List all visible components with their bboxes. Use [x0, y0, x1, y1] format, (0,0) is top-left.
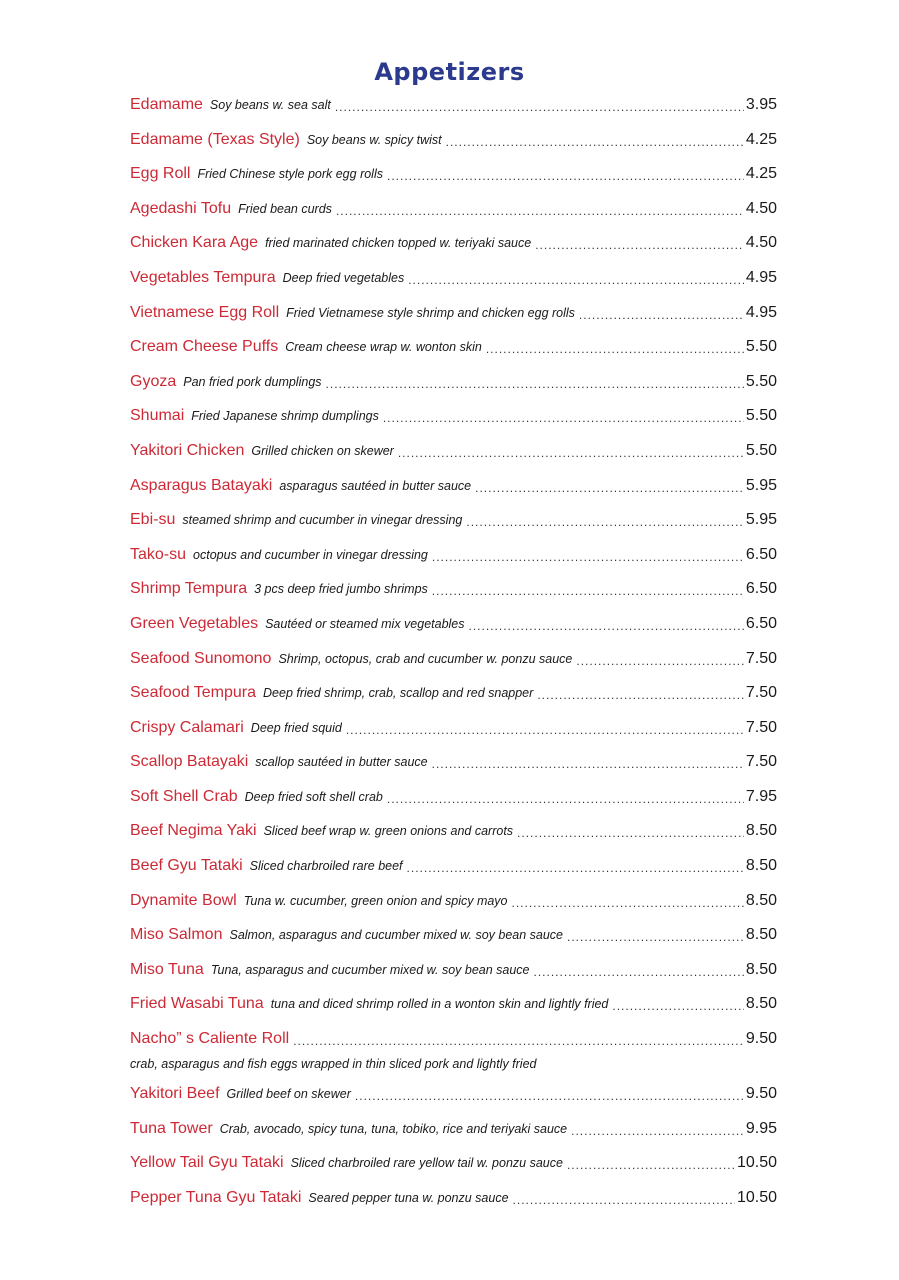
dot-leader	[432, 548, 744, 564]
menu-item-description: Grilled beef on skewer	[226, 1087, 351, 1102]
menu-item-name: Asparagus Batayaki	[130, 476, 273, 494]
menu-item-price: 9.95	[745, 1119, 777, 1137]
menu-item-line	[130, 751, 777, 779]
menu-item	[130, 1083, 777, 1118]
menu-item-price: 7.50	[745, 684, 777, 702]
dot-leader	[537, 686, 744, 702]
menu-item	[130, 232, 777, 267]
menu-item	[130, 648, 777, 683]
menu-item	[130, 682, 777, 717]
dot-leader	[571, 1122, 744, 1138]
menu-item-name: Yakitori Chicken	[130, 441, 245, 459]
menu-item-line	[130, 820, 777, 848]
dot-leader	[408, 271, 744, 287]
menu-item-description: Fried Chinese style pork egg rolls	[197, 167, 383, 182]
menu-item-line	[130, 1083, 777, 1111]
menu-item	[130, 820, 777, 855]
menu-item	[130, 302, 777, 337]
menu-item-description: Fried Vietnamese style shrimp and chicken egg rolls	[286, 305, 575, 320]
menu-item-description: Soy beans w. spicy twist	[306, 132, 442, 147]
menu-item-description: Cream cheese wrap w. wonton skin	[285, 340, 482, 355]
menu-item-line	[130, 198, 777, 226]
dot-leader	[446, 133, 744, 149]
dot-leader	[486, 340, 744, 356]
menu-item	[130, 475, 777, 510]
menu-item-price: 5.50	[745, 338, 777, 356]
menu-item-price: 7.50	[745, 649, 777, 667]
menu-item-name: Crispy Calamari	[130, 718, 244, 736]
menu-item-name: Beef Negima Yaki	[130, 822, 257, 840]
menu-item-line	[130, 1152, 777, 1180]
menu-item-price: 4.50	[745, 199, 777, 217]
dot-leader	[293, 1032, 744, 1048]
menu-item-name: Scallop Batayaki	[130, 753, 249, 771]
menu-item	[130, 544, 777, 579]
menu-item-description: Salmon, asparagus and cucumber mixed w. soy bean sauce	[229, 928, 564, 943]
menu-item-line	[130, 682, 777, 710]
menu-item-description: Tuna w. cucumber, green onion and spicy mayo	[243, 893, 508, 908]
menu-item	[130, 163, 777, 198]
menu-item	[130, 129, 777, 164]
dot-leader	[336, 202, 744, 218]
menu-item	[130, 1028, 777, 1083]
menu-item-description: Deep fried squid	[250, 720, 342, 735]
page-title: Appetizers	[374, 58, 525, 86]
menu-item	[130, 924, 777, 959]
menu-item	[130, 1187, 777, 1222]
menu-item-name: Edamame (Texas Style)	[130, 130, 300, 148]
menu-item-line	[130, 129, 777, 157]
menu-item	[130, 440, 777, 475]
menu-item-line	[130, 959, 777, 987]
dot-leader	[567, 928, 744, 944]
menu-item-line	[130, 267, 777, 295]
menu-item	[130, 1152, 777, 1187]
menu-item-line	[130, 94, 777, 122]
dot-leader	[517, 824, 744, 840]
menu-item-price: 8.50	[745, 822, 777, 840]
menu-item-name: Vietnamese Egg Roll	[130, 303, 280, 321]
menu-item-price: 5.95	[745, 476, 777, 494]
dot-leader	[398, 444, 744, 460]
menu-item-name: Ebi-su	[130, 511, 176, 529]
menu-item-line	[130, 336, 777, 364]
menu-item-line	[130, 475, 777, 503]
menu-item-name: Vegetables Tempura	[130, 268, 276, 286]
dot-leader	[335, 98, 744, 114]
menu-item	[130, 405, 777, 440]
menu-item-price: 8.50	[745, 857, 777, 875]
menu-item-name: Egg Roll	[130, 165, 191, 183]
menu-item-line	[130, 1028, 777, 1056]
menu-item	[130, 717, 777, 752]
menu-item-line	[130, 163, 777, 191]
dot-leader	[567, 1156, 735, 1172]
menu-item-name: Tako-su	[130, 545, 187, 563]
menu-item-price: 7.95	[745, 787, 777, 805]
menu-item-line	[130, 544, 777, 572]
menu-item-name: Miso Salmon	[130, 926, 223, 944]
menu-item-price: 6.50	[745, 580, 777, 598]
menu-item-price: 8.50	[745, 891, 777, 909]
menu-item-name: Nacho” s Caliente Roll	[130, 1030, 290, 1048]
menu-item-name: Chicken Kara Age	[130, 234, 259, 252]
menu-item-subdescription: crab, asparagus and fish eggs wrapped in thin sliced pork and lightly fried	[130, 1057, 537, 1072]
menu-item-description: Soy beans w. sea salt	[209, 98, 331, 112]
menu-item	[130, 578, 777, 613]
menu-item-description: Shrimp, octopus, crab and cucumber w. ponzu sauce	[278, 651, 573, 666]
menu-item-price: 7.50	[745, 718, 777, 736]
menu-item-price: 5.50	[745, 372, 777, 390]
menu-item-line	[130, 302, 777, 330]
menu-item-name: Dynamite Bowl	[130, 891, 237, 909]
menu-item-line	[130, 855, 777, 883]
menu-item	[130, 993, 777, 1028]
menu-item-description: tuna and diced shrimp rolled in a wonton skin and lightly fried	[270, 997, 609, 1012]
menu-item	[130, 959, 777, 994]
menu-item-price: 10.50	[736, 1154, 777, 1172]
dot-leader	[326, 375, 744, 391]
menu-item	[130, 336, 777, 371]
menu-item-name: Seafood Tempura	[130, 684, 257, 702]
menu-item	[130, 855, 777, 890]
menu-item-line	[130, 578, 777, 606]
menu-item	[130, 371, 777, 406]
menu-item-price: 4.95	[745, 268, 777, 286]
menu-item-description: Sautéed or steamed mix vegetables	[265, 616, 465, 631]
dot-leader	[383, 409, 744, 425]
menu-item-name: Beef Gyu Tataki	[130, 857, 243, 875]
dot-leader	[576, 652, 743, 668]
menu-item	[130, 786, 777, 821]
menu-item-price: 9.50	[745, 1085, 777, 1103]
dot-leader	[475, 479, 744, 495]
menu-item-line	[130, 232, 777, 260]
menu-item-description: Sliced beef wrap w. green onions and carrots	[263, 824, 514, 839]
menu-item-description: Fried bean curds	[238, 201, 332, 216]
menu-item-line	[130, 509, 777, 537]
menu-item-description: scallop sautéed in butter sauce	[255, 755, 428, 770]
menu-item-price: 5.50	[745, 441, 777, 459]
menu-item-price: 6.50	[745, 614, 777, 632]
dot-leader	[579, 306, 744, 322]
menu-item	[130, 198, 777, 233]
menu-item-price: 7.50	[745, 753, 777, 771]
menu-item-description: Deep fried vegetables	[282, 270, 405, 285]
dot-leader	[466, 513, 744, 529]
menu-item-description: Grilled chicken on skewer	[251, 443, 394, 458]
menu-item-name: Shumai	[130, 407, 185, 425]
menu-item-price: 4.95	[745, 303, 777, 321]
menu-item-description: Crab, avocado, spicy tuna, tuna, tobiko, rice and teriyaki sauce	[219, 1121, 568, 1136]
menu-item-name: Green Vegetables	[130, 614, 259, 632]
menu-item	[130, 267, 777, 302]
menu-item-name: Edamame	[130, 96, 203, 113]
menu-item	[130, 751, 777, 786]
menu-item-description: Tuna, asparagus and cucumber mixed w. soy bean sauce	[210, 962, 530, 977]
menu-item-description: fried marinated chicken topped w. teriyaki sauce	[265, 236, 532, 251]
menu-item-price: 6.50	[745, 545, 777, 563]
menu-item-description: asparagus sautéed in butter sauce	[279, 478, 472, 493]
menu-item-line	[130, 648, 777, 676]
menu-item-line	[130, 440, 777, 468]
menu-item-name: Shrimp Tempura	[130, 580, 248, 598]
menu-item-name: Cream Cheese Puffs	[130, 338, 279, 356]
menu-item-description: Sliced charbroiled rare yellow tail w. ponzu sauce	[290, 1156, 563, 1171]
dot-leader	[387, 167, 744, 183]
menu-item-description: Deep fried soft shell crab	[244, 789, 383, 804]
menu-item-description: 3 pcs deep fried jumbo shrimps	[254, 582, 428, 597]
menu-item-line	[130, 613, 777, 641]
menu-item-name: Gyoza	[130, 372, 177, 390]
menu-item-description: Fried Japanese shrimp dumplings	[191, 409, 379, 424]
menu-item-description: Pan fried pork dumplings	[183, 374, 322, 389]
menu-item-description: octopus and cucumber in vinegar dressing	[193, 547, 428, 562]
menu-item-line	[130, 717, 777, 745]
menu-item-name: Tuna Tower	[130, 1119, 213, 1137]
menu-item-price: 4.50	[745, 234, 777, 252]
dot-leader	[432, 582, 744, 598]
dot-leader	[469, 617, 744, 633]
dot-leader	[513, 1191, 735, 1207]
menu-item-name: Yellow Tail Gyu Tataki	[130, 1154, 284, 1172]
menu-item	[130, 94, 777, 129]
menu-item-name: Yakitori Beef	[130, 1085, 220, 1103]
dot-leader	[512, 894, 744, 910]
menu-item-name: Soft Shell Crab	[130, 787, 238, 805]
menu-item-price: 4.25	[745, 130, 777, 148]
menu-item	[130, 613, 777, 648]
menu-item-price: 3.95	[745, 96, 777, 113]
menu-item-line	[130, 786, 777, 814]
menu-item-line	[130, 405, 777, 433]
menu-item-line	[130, 993, 777, 1021]
dot-leader	[387, 790, 744, 806]
menu-item-line	[130, 924, 777, 952]
dot-leader	[355, 1087, 744, 1103]
menu-item-description: Seared pepper tuna w. ponzu sauce	[308, 1190, 509, 1205]
menu-item-description: Deep fried shrimp, crab, scallop and red snapper	[263, 686, 534, 701]
menu-item-line	[130, 1118, 777, 1146]
dot-leader	[535, 236, 744, 252]
menu-item-name: Seafood Sunomono	[130, 649, 272, 667]
menu-item-price: 8.50	[745, 926, 777, 944]
menu-item-price: 4.25	[745, 165, 777, 183]
menu-item	[130, 509, 777, 544]
dot-leader	[407, 859, 744, 875]
menu-item-name: Agedashi Tofu	[130, 199, 232, 217]
menu-item-description: steamed shrimp and cucumber in vinegar dressing	[182, 513, 463, 528]
dot-leader	[534, 963, 744, 979]
menu-item-line	[130, 371, 777, 399]
menu-item-price: 5.50	[745, 407, 777, 425]
dot-leader	[612, 997, 743, 1013]
menu-item	[130, 1118, 777, 1153]
menu-item-price: 8.50	[745, 960, 777, 978]
menu-item-price: 9.50	[745, 1030, 777, 1048]
dot-leader	[346, 721, 744, 737]
menu-item-description: Sliced charbroiled rare beef	[249, 859, 403, 874]
menu-item-price: 8.50	[745, 995, 777, 1013]
menu-item-price: 5.95	[745, 511, 777, 529]
menu-item-name: Miso Tuna	[130, 960, 204, 978]
menu-item-price: 10.50	[736, 1188, 777, 1206]
appetizer-list	[130, 94, 777, 1221]
menu-item-name: Pepper Tuna Gyu Tataki	[130, 1188, 302, 1206]
menu-item-line	[130, 890, 777, 918]
dot-leader	[432, 755, 744, 771]
menu-item-name: Fried Wasabi Tuna	[130, 995, 264, 1013]
menu-item	[130, 890, 777, 925]
menu-item-line	[130, 1187, 777, 1215]
